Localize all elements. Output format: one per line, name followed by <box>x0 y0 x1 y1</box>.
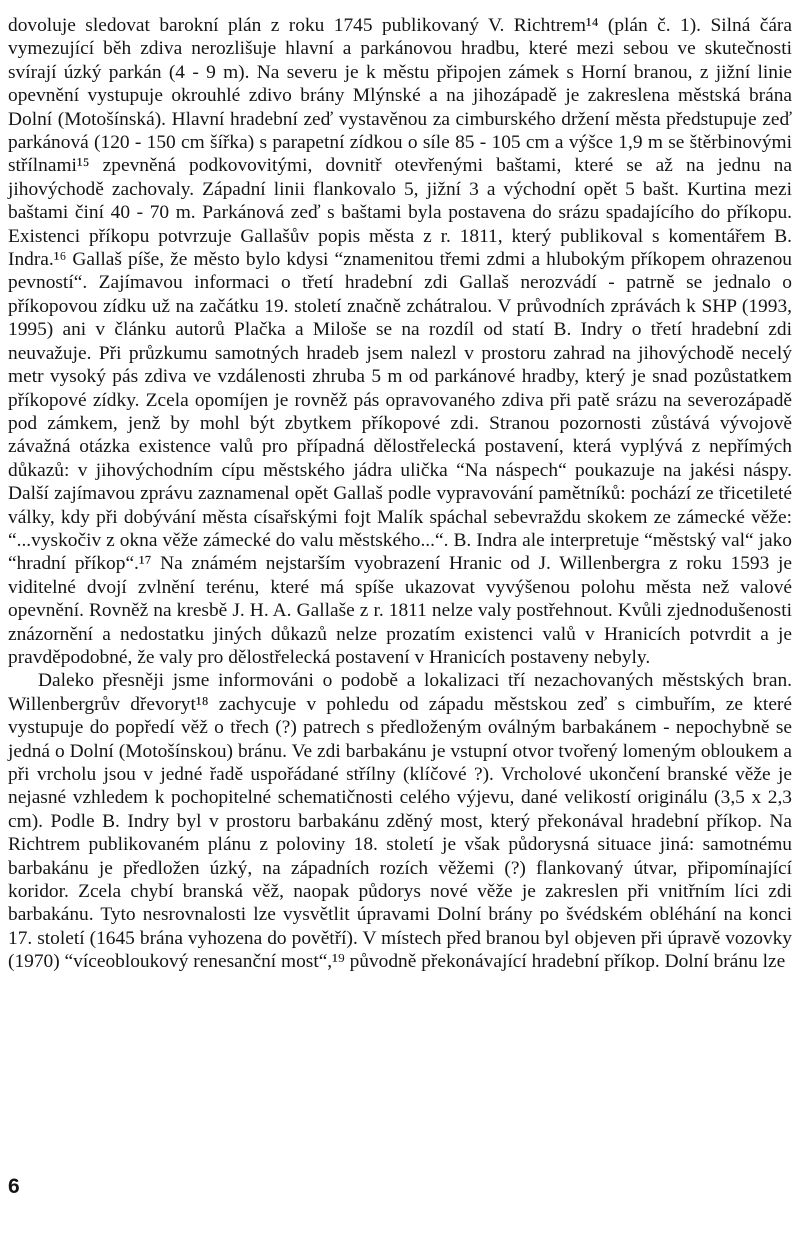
body-text <box>8 14 792 974</box>
page-number: 6 <box>8 1175 20 1198</box>
paragraph-1: dovoluje sledovat barokní plán z roku 1745 publikovaný V. Richtrem¹⁴ (plán č. 1). Silná čára vymezující běh zdiva nerozlišuje hlavní a parkánovou hradbu, které mezi sebou ve skutečnosti svírají úzký parkán (4 - 9 m). Na severu je k městu připojen zámek s Horní branou, z jižní linie opevnění vystupuje okrouhlé zdivo brány Mlýnské a na jihozápadě je zakreslena městská brána Dolní (Motošínská). Hlavní hradební zeď vystavěnou za cimburského držení města předstupuje zeď parkánová (120 - 150 cm šířka) s parapetní zídkou o síle 85 - 105 cm a výšce 1,9 m se štěrbinovými střílnami¹⁵ zpevněná podkovovitými, dovnitř otevřenými baštami, které se až na jednu na jihovýchodě zachovaly. Západní linii flankovalo 5, jižní 3 a východní opět 5 bašt. Kurtina mezi baštami činí 40 - 70 m. Parkánová zeď s baštami byla postavena do srázu spadajícího do příkopu. Existenci příkopu potvrzuje Gallašův popis města z r. 1811, který publikoval s komentářem B. Indra.¹⁶ Gallaš píše, že město bylo kdysi “znamenitou třemi zdmi a hlubokým příkopem ohrazenou pevností“. Zajímavou informaci o třetí hradební zdi Gallaš nerozvádí - patrně se jednalo o příkopovou zídku už na začátku 19. století značně zchátralou. V průvodních zprávách k SHP (1993, 1995) ani v článku autorů Plačka a Miloše se na rozdíl od statí B. Indry o třetí hradební zdi neuvažuje. Při průzkumu samotných hradeb jsem nalezl v prostoru zahrad na jihovýchodě necelý metr vysoký pás zdiva ve vzdálenosti zhruba 5 m od parkánové hradby, který je snad pozůstatkem příkopové zídky. Zcela opomíjen je rovněž pás opravovaného zdiva při patě srázu na severozápadě pod zámkem, jenž by mohl být zbytkem příkopové zdi. Stranou pozornosti zůstává vývojově závažná otázka existence valů pro případná dělostřelecká postavení, která vyplývá z nepřímých důkazů: v jihovýchodním cípu městského jádra ulička “Na náspech“ poukazuje na jakési náspy. Další zajímavou zprávu zaznamenal opět Gallaš podle vypravování pamětníků: pochází ze třicetileté války, kdy při dobývání města císařskými fojt Malík spáchal sebevraždu skokem ze zámecké věže: “...vyskočiv z okna věže zámecké do valu městského...“. B. Indra ale interpretuje “městský val“ jako “hradní příkop“.¹⁷ Na známém nejstarším vyobrazení Hranic od J. Willenbergra z roku 1593 je viditelné dvojí zvlnění terénu, které má spíše ukazovat vyvýšenou polohu města než valové opevnění. Rovněž na kresbě J. H. A. Gallaše z r. 1811 nelze valy postřehnout. Kvůli zjednodušenosti znázornění a nedostatku jiných důkazů nelze prozatím existenci valů v Hranicích potvrdit a je pravděpodobné, že valy pro dělostřelecká postavení v Hranicích postaveny nebyly. <box>8 15 792 668</box>
paragraph-2: Daleko přesněji jsme informováni o podobě a lokalizaci tří nezachovaných městských bran. Willenbergrův dřevoryt¹⁸ zachycuje v pohledu od západu městskou zeď s cimbuřím, ze které vystupuje do popředí věž o třech (?) patrech s předloženým oválným barbakánem - nepochybně se jedná o Dolní (Motošínskou) bránu. Ve zdi barbakánu je vstupní otvor tvořený lomeným obloukem a při vrcholu jsou v jedné řadě uspořádané střílny (klíčové ?). Vrcholové ukončení branské věže je nejasné vzhledem k pochopitelné schematičnosti celého výjevu, dané velikostí originálu (3,5 x 2,3 cm). Podle B. Indry byl v prostoru barbakánu zděný most, který překonával hradební příkop. Na Richtrem publikovaném plánu z poloviny 18. století je však půdorysná situace jiná: samotnému barbakánu je předložen úzký, na západních rozích věžemi (?) flankovaný útvar, připomínající koridor. Zcela chybí branská věž, naopak půdorys nové věže je zakreslen při vnitřním líci zdi barbakánu. Tyto nesrovnalosti lze vysvětlit úpravami Dolní brány po švédském obléhání na konci 17. století (1645 brána vyhozena do povětří). V místech před branou byl objeven při úpravě vozovky (1970) “víceobloukový renesanční most“,¹⁹ původně překonávající hradební příkop. Dolní bránu lze <box>8 670 792 973</box>
